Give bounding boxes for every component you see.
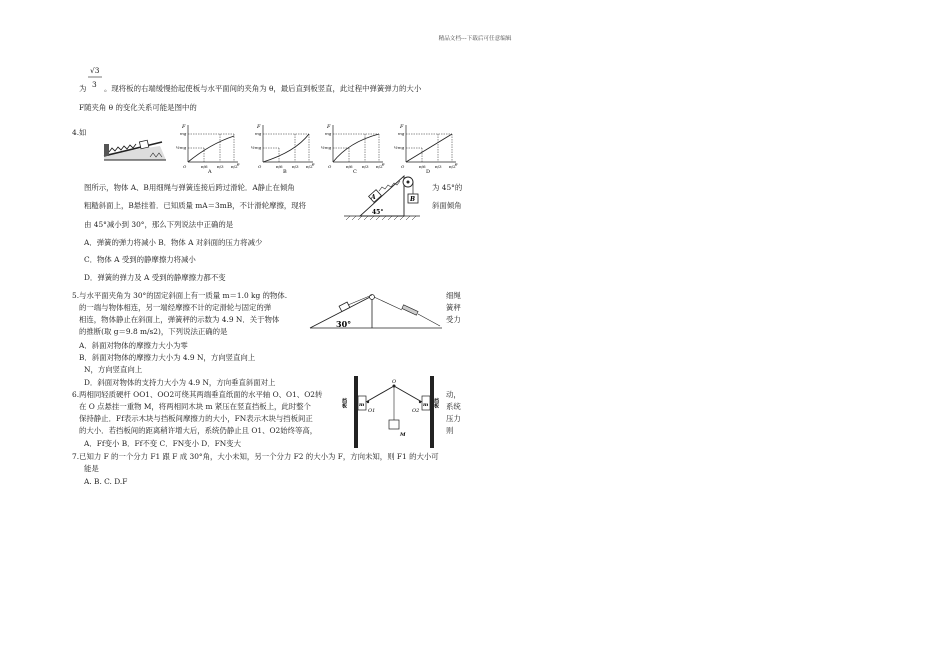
q4-graph-d <box>394 122 458 175</box>
q4-ramp-figure <box>100 130 170 166</box>
intro-line1: 。现将板的右端缓慢抬起使板与水平面间的夹角为 θ，最后直到板竖直，此过程中弹簧弹力的大小 <box>104 84 422 93</box>
q4-graph-b-label: B <box>283 169 287 175</box>
svg-text:mg: mg <box>180 131 187 136</box>
q4-option-ab: A．弹簧的弹力将减小 B．物体 A 对斜面的压力将减少 <box>84 238 263 247</box>
q4-line1: 图所示，物体 A、B用细绳与弹簧连接后跨过滑轮．A静止在倾角 <box>84 183 295 192</box>
svg-text:O: O <box>328 164 332 169</box>
q5-line3-right: 受力 <box>446 315 461 324</box>
svg-text:π/2: π/2 <box>306 164 313 169</box>
q6-line3-right: 压力 <box>446 414 461 423</box>
q5-incline-figure <box>306 292 446 332</box>
intro-line2: F随夹角 θ 的变化关系可能是图中的 <box>79 103 197 112</box>
intro-prefix: 为 <box>79 84 87 93</box>
q4-option-d: D．弹簧的弹力及 A 受到的静摩擦力都不变 <box>84 273 226 282</box>
svg-text:F: F <box>327 124 331 130</box>
q5-line1: 5.与水平面夹角为 30°的固定斜面上有一质量 m＝1.0 kg 的物体. <box>72 291 288 300</box>
svg-text:π/3: π/3 <box>292 164 299 169</box>
q6-line2-right: 系统 <box>446 402 461 411</box>
q4-option-c: C．物体 A 受到的静摩擦力将减小 <box>84 255 196 264</box>
q4-fig-angle: 45° <box>372 209 384 216</box>
q4-line3: 由 45°减小到 30°，那么下列说法中正确的是 <box>84 220 234 229</box>
q4-number: 4.如 <box>72 128 87 137</box>
q4-graph-a-ylabel: F <box>182 124 186 130</box>
q4-line2-right: 斜面倾角 <box>432 201 462 210</box>
svg-text:π/3: π/3 <box>217 164 224 169</box>
q6-fig-board-left: 挡板 <box>341 398 347 408</box>
q5-line2-right: 簧秤 <box>446 303 461 312</box>
q4-line2: 粗糙斜面上，B悬挂着．已知质量 mA＝3mB，不计滑轮摩擦，现将 <box>84 201 307 210</box>
q4-graph-b <box>251 122 315 175</box>
q7-options: A. B. C. D.F <box>84 477 128 486</box>
svg-text:F: F <box>400 124 404 130</box>
q4-graph-a-label: A <box>208 169 212 175</box>
svg-text:O: O <box>183 164 187 169</box>
svg-text:mg: mg <box>398 131 405 136</box>
svg-text:π/2: π/2 <box>376 164 383 169</box>
q7-line2: 能是 <box>84 464 99 473</box>
svg-text:½mg: ½mg <box>321 145 332 150</box>
q4-graph-a <box>176 122 240 175</box>
q4-line1-right: 为 45°的 <box>432 183 463 192</box>
svg-text:½mg: ½mg <box>251 145 262 150</box>
svg-text:O: O <box>401 164 405 169</box>
q5-option-a: A．斜面对物体的摩擦力大小为零 <box>79 341 188 350</box>
q6-fig-mass: M <box>400 432 406 438</box>
q5-fig-angle: 30° <box>336 319 352 329</box>
q4-fig-label-a: A <box>371 194 376 201</box>
q4-graph-c <box>321 122 385 175</box>
q6-fig-o1: O1 <box>368 408 376 414</box>
svg-text:θ: θ <box>237 162 240 167</box>
sqrt3-numerator: √3 <box>90 66 100 75</box>
q6-board-figure <box>342 376 442 450</box>
q6-line4: 的大小．若挡板间的距离稍许增大后，系统仍静止且 O1、O2始终等高， <box>79 426 318 435</box>
svg-text:π/6: π/6 <box>419 164 426 169</box>
svg-text:π/3: π/3 <box>435 164 442 169</box>
q4-graph-d-label: D <box>426 169 431 175</box>
svg-text:F: F <box>257 124 261 130</box>
q5-option-b-cont: N，方向竖直向上 <box>84 365 143 374</box>
q6-options: A．Ff变小 B．Ff不变 C．FN变小 D．FN变大 <box>84 439 242 448</box>
q6-fig-o: O <box>392 379 397 385</box>
sqrt3-denominator: 3 <box>92 80 97 89</box>
q6-line1-right: 动， <box>446 390 461 399</box>
q6-fig-o2: O2 <box>412 408 420 414</box>
svg-text:π/3: π/3 <box>362 164 369 169</box>
q5-line1-right: 细绳 <box>446 291 461 300</box>
q6-line1: 6.两相同轻质硬杆 OO1、OO2可绕其两端垂直纸面的水平轴 O、O1、O2转 <box>72 390 323 399</box>
q6-line3: 保持静止．Ff表示木块与挡板间摩擦力的大小，FN表示木块与挡板间正 <box>79 414 313 423</box>
q5-line4: 的推断(取 g＝9.8 m/s2)，下列说法正确的是 <box>79 327 228 336</box>
svg-text:θ: θ <box>312 162 315 167</box>
q4-incline-figure <box>342 170 422 222</box>
q4-graph-c-label: C <box>353 169 357 175</box>
q6-fig-board-right: 挡板 <box>433 398 439 408</box>
svg-text:mg: mg <box>255 131 262 136</box>
svg-text:π/2: π/2 <box>449 164 456 169</box>
svg-text:½mg: ½mg <box>394 145 405 150</box>
svg-text:mg: mg <box>325 131 332 136</box>
q5-option-d: D．斜面对物体的支持力大小为 4.9 N，方向垂直斜面对上 <box>84 378 276 387</box>
q6-fig-m-right: m <box>423 402 429 408</box>
svg-text:π/2: π/2 <box>231 164 238 169</box>
page-header: 精品文档---下载后可任意编辑 <box>438 36 512 42</box>
svg-text:θ: θ <box>382 162 385 167</box>
q6-line2: 在 O 点悬挂一重物 M，将两相同木块 m 紧压在竖直挡板上，此时整个 <box>79 402 311 411</box>
svg-text:O: O <box>258 164 262 169</box>
svg-text:π/6: π/6 <box>346 164 353 169</box>
q4-fig-label-b: B <box>410 196 416 203</box>
fraction-bar <box>88 76 108 78</box>
q5-line3: 相连，物体静止在斜面上，弹簧秤的示数为 4.9 N．关于物体 <box>79 315 280 324</box>
svg-text:π/6: π/6 <box>201 164 208 169</box>
q6-fig-m-left: m <box>359 402 365 408</box>
svg-text:π/6: π/6 <box>276 164 283 169</box>
q7-line1: 7.已知力 F 的一个分力 F1 跟 F 成 30°角，大小未知，另一个分力 F2 的大小为 F，方向未知，则 F1 的大小可 <box>72 452 439 461</box>
q5-option-b: B．斜面对物体的摩擦力大小为 4.9 N，方向竖直向上 <box>79 353 256 362</box>
svg-text:½mg: ½mg <box>176 145 187 150</box>
q6-line4-right: 则 <box>446 426 454 435</box>
q5-line2: 的一端与物体相连，另一端经摩擦不计的定滑轮与固定的弹 <box>79 303 272 312</box>
svg-text:θ: θ <box>455 162 458 167</box>
